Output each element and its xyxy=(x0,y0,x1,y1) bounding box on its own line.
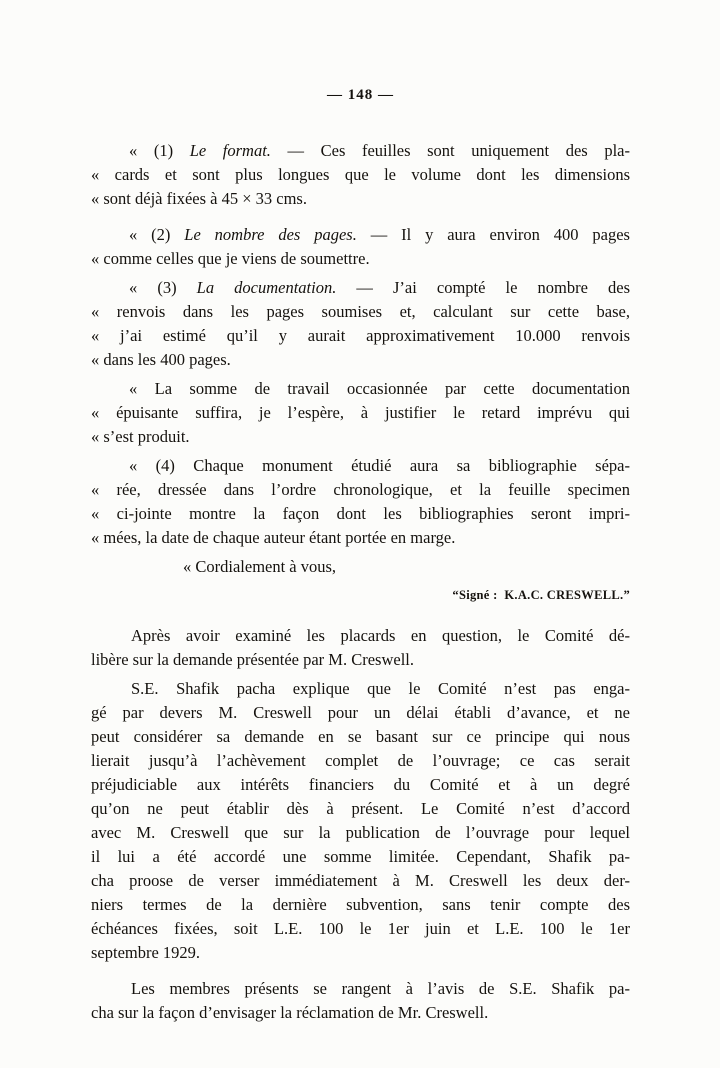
text-line: « cards et sont plus longues que le volume dont les dimensions xyxy=(91,165,630,184)
quoted-note-somme-de-travail xyxy=(91,377,630,449)
text-line: il lui a été accordé une somme limitée. Cependant, Shafik pa- xyxy=(91,847,630,866)
text-line: qu’on ne peut établir dès à présent. Le Comité n’est d’accord xyxy=(91,799,630,818)
text-line: gé par devers M. Creswell pour un délai établi d’avance, et ne xyxy=(91,703,630,722)
text-line: « (1) Le format. — Ces feuilles sont uniquement des pla- xyxy=(129,141,630,160)
italic-phrase: Le format. xyxy=(189,141,271,160)
quoted-point-2-nombre-des-pages xyxy=(91,223,630,271)
text-line: « s’est produit. xyxy=(91,427,190,446)
text-line: « épuisante suffira, je l’espère, à justifier le retard imprévu qui xyxy=(91,403,630,422)
text-line: « comme celles que je viens de soumettre. xyxy=(91,249,370,268)
shafik-pacha-statement xyxy=(91,677,630,965)
document-body xyxy=(91,139,630,1025)
closing-salutation xyxy=(91,555,630,579)
quoted-point-4-bibliographie xyxy=(91,454,630,550)
text-line: libère sur la demande présentée par M. Creswell. xyxy=(91,650,414,669)
text-line: cha proose de verser immédiatement à M. Creswell les deux der- xyxy=(91,871,630,890)
text-line: « mées, la date de chaque auteur étant portée en marge. xyxy=(91,528,456,547)
text-line: « sont déjà fixées à 45 × 33 cms. xyxy=(91,189,307,208)
quoted-point-1-le-format xyxy=(91,139,630,211)
text-line: « Cordialement à vous, xyxy=(183,557,337,576)
text-line: septembre 1929. xyxy=(91,943,201,962)
text-line: « (2) Le nombre des pages. — Il y aura environ 400 pages xyxy=(129,225,630,244)
text-line: niers termes de la dernière subvention, sans tenir compte des xyxy=(91,895,630,914)
text-line: « rée, dressée dans l’ordre chronologique, et la feuille specimen xyxy=(91,480,630,499)
text-line: échéances fixées, soit L.E. 100 le 1er juin et L.E. 100 le 1er xyxy=(91,919,630,938)
italic-phrase: Le nombre des pages. xyxy=(184,225,357,244)
text-line: Les membres présents se rangent à l’avis de S.E. Shafik pa- xyxy=(131,979,630,998)
text-line: « (4) Chaque monument étudié aura sa bibliographie sépa- xyxy=(129,456,630,475)
text-line: « (3) La documentation. — J’ai compté le nombre des xyxy=(129,278,630,297)
text-line: Après avoir examiné les placards en question, le Comité dé- xyxy=(131,626,630,645)
italic-phrase: La documentation. xyxy=(196,278,337,297)
text-line: « j’ai estimé qu’il y aurait approximativement 10.000 renvois xyxy=(91,326,630,345)
page-number: — 148 — xyxy=(327,87,394,103)
text-line: préjudiciable aux intérêts financiers du Comité et à un degré xyxy=(91,775,630,794)
text-line: « ci-jointe montre la façon dont les bibliographies seront impri- xyxy=(91,504,630,523)
text-line: cha sur la façon d’envisager la réclamation de Mr. Creswell. xyxy=(91,1003,489,1022)
signature-line xyxy=(91,584,630,606)
committee-deliberation xyxy=(91,624,630,672)
text-line: S.E. Shafik pacha explique que le Comité n’est pas enga- xyxy=(131,679,630,698)
text-line: « La somme de travail occasionnée par cette documentation xyxy=(129,379,630,398)
members-agreement xyxy=(91,977,630,1025)
text-line: peut considérer sa demande en se basant sur ce principe qui nous xyxy=(91,727,630,746)
quoted-point-3-documentation xyxy=(91,276,630,372)
text-line: “Signé : K.A.C. CRESWELL.” xyxy=(452,588,630,602)
text-line: « dans les 400 pages. xyxy=(91,350,231,369)
text-line: lierait jusqu’à l’achèvement complet de l’ouvrage; ce cas serait xyxy=(91,751,630,770)
text-line: avec M. Creswell que sur la publication de l’ouvrage pour lequel xyxy=(91,823,630,842)
text-line: « renvois dans les pages soumises et, calculant sur cette base, xyxy=(91,302,630,321)
